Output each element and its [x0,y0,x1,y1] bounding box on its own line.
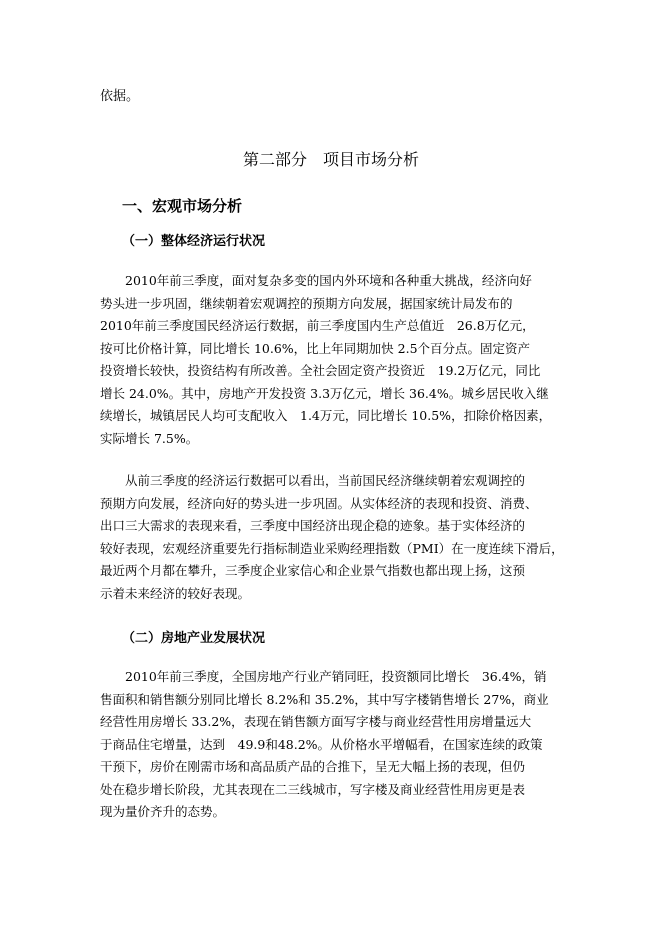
subsection-heading-real-estate: （二）房地产业发展状况 [122,631,266,646]
part-title: 第二部分 项目市场分析 [242,150,419,169]
section-heading-macro-market: 一、宏观市场分析 [122,197,243,215]
paragraph-line: 经营性用房增长 33.2%，表现在销售额方面写字楼与商业经营性用房增量远大 [100,714,532,729]
paragraph-line: 售面积和销售额分别同比增长 8.2%和 35.2%，其中写字楼销售增长 27%，商业 [100,691,549,707]
paragraph-line: 2010年前三季度，全国房地产行业产销同旺，投资额同比增长 36.4%，销 [125,669,547,684]
paragraph-line: 续增长，城镇居民人均可支配收入 1.4万元，同比增长 10.5%，扣除价格因素， [100,408,552,423]
paragraph-economy-outlook [100,470,564,605]
paragraph-line: 较好表现，宏观经济重要先行指标制造业采购经理指数（PMI）在一度连续下滑后， [100,540,564,556]
paragraph-line: 2010年前三季度国民经济运行数据，前三季度国内生产总值近 26.8万亿元， [100,318,535,333]
paragraph-line: 现为量价齐升的态势。 [100,804,226,819]
paragraph-line: 处在稳步增长阶段，尤其表现在二三线城市，写字楼及商业经营性用房更是表 [100,781,526,797]
paragraph-line: 从前三季度的经济运行数据可以看出，当前国民经济继续朝着宏观调控的 [125,473,526,488]
paragraph-line: 示着未来经济的较好表现。 [100,585,251,601]
paragraph-line: 2010年前三季度，面对复杂多变的国内外环境和各种重大挑战，经济向好 [125,273,532,288]
subsection-heading-economy: （一）整体经济运行状况 [122,234,266,249]
paragraph-line: 预期方向发展，经济向好的势头进一步巩固。从实体经济的表现和投资、消费、 [100,495,538,511]
paragraph-line: 干预下，房价在刚需市场和高品质产品的合推下，呈无大幅上扬的表现，但仍 [100,759,526,774]
paragraph-line: 最近两个月都在攀升，三季度企业家信心和企业景气指数也都出现上扬，这预 [100,563,526,578]
paragraph-line: 势头进一步巩固，继续朝着宏观调控的预期方向发展，据国家统计局发布的 [100,295,513,311]
paragraph-economy-overview [100,270,560,450]
paragraph-line: 投资增长较快，投资结构有所改善。全社会固定资产投资近 19.2万亿元，同比 [100,363,541,378]
paragraph-real-estate [100,666,560,824]
paragraph-line: 于商品住宅增量，达到 49.9和48.2%。从价格水平增幅看，在国家连续的政策 [100,736,543,752]
intro-text: 依据。 [100,89,140,104]
paragraph-line: 增长 24.0%。其中，房地产开发投资 3.3万亿元，增长 36.4%。城乡居民收入继 [100,385,549,401]
paragraph-line: 出口三大需求的表现来看，三季度中国经济出现企稳的迹象。基于实体经济的 [100,518,526,533]
paragraph-line: 实际增长 7.5%。 [100,430,199,446]
paragraph-line: 按可比价格计算，同比增长 10.6%，比上年同期加快 2.5个百分点。固定资产 [100,340,531,356]
